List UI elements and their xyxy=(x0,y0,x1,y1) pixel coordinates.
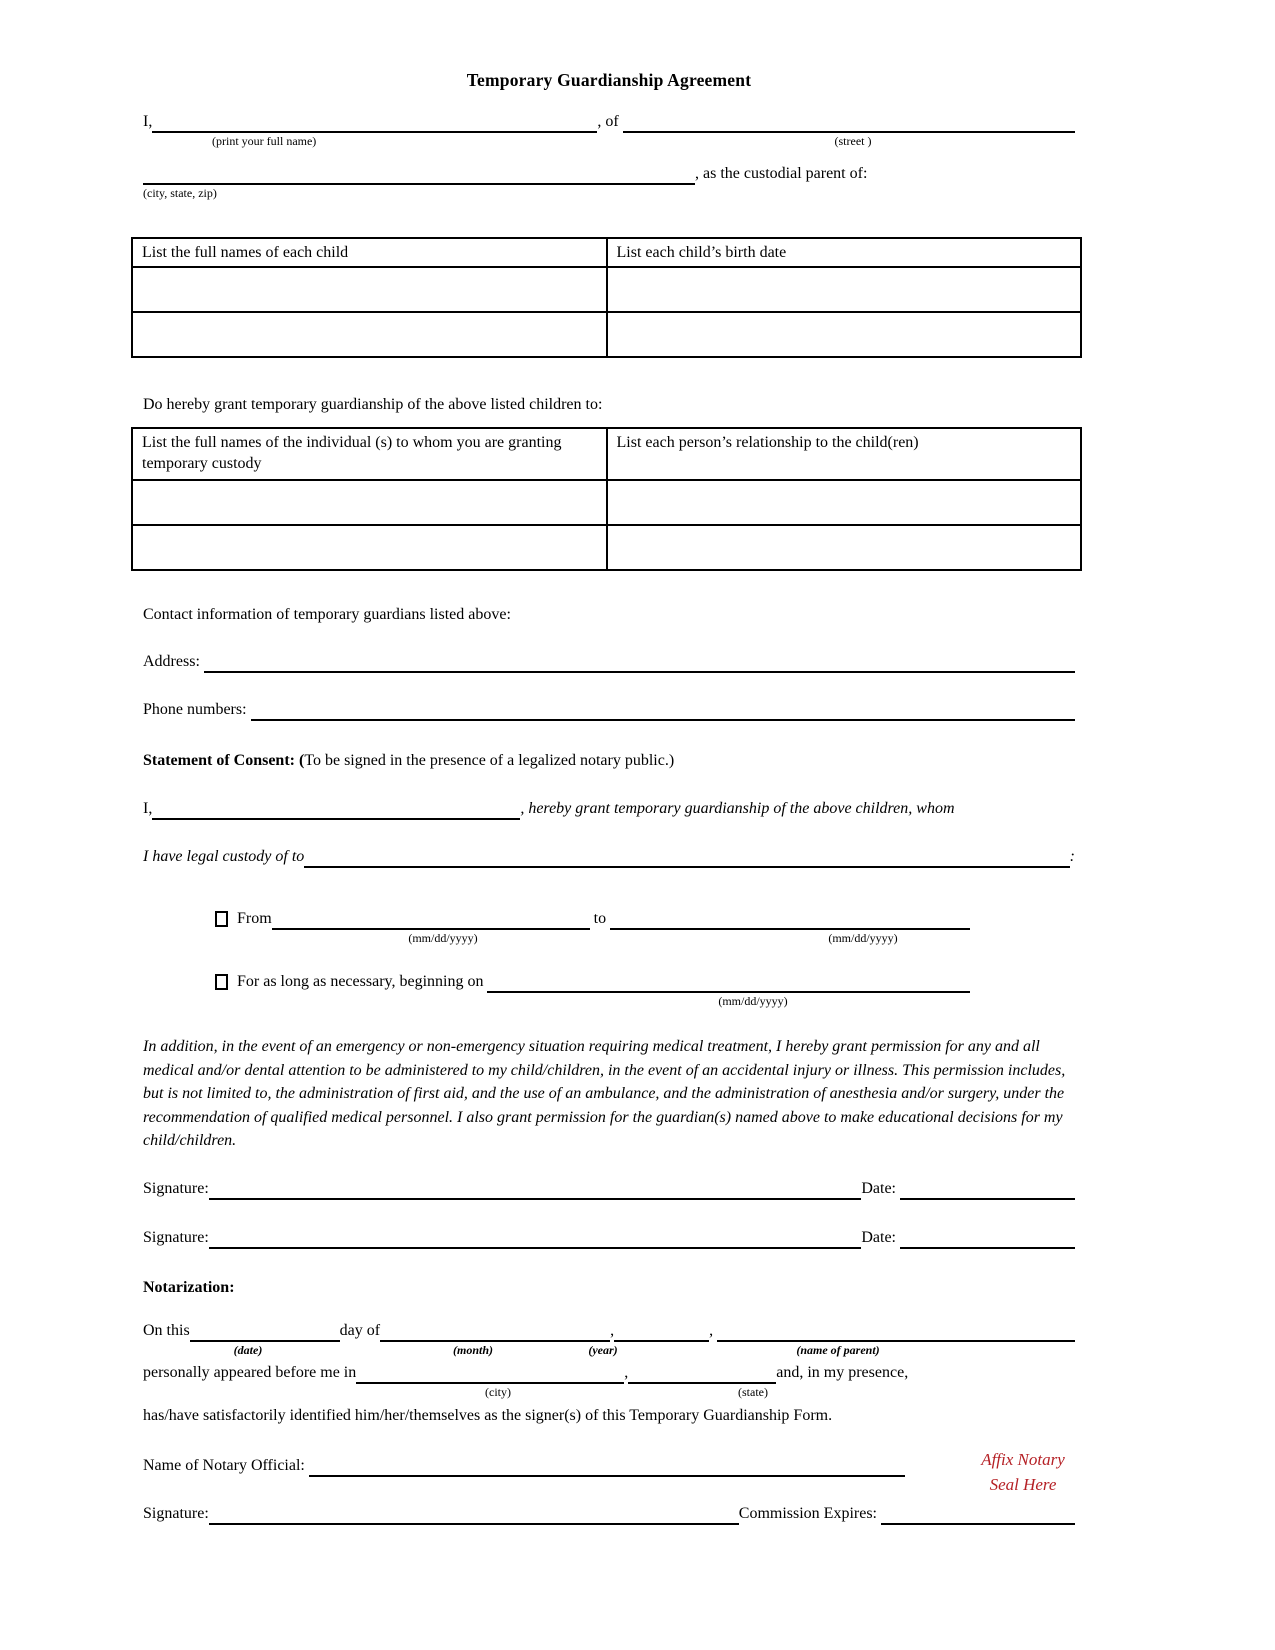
consent-name-blank[interactable] xyxy=(152,818,520,820)
affix-notary-line1: Affix Notary xyxy=(981,1450,1065,1469)
address-label: Address: xyxy=(143,653,204,670)
as-long-hints xyxy=(143,993,1075,1009)
table-row xyxy=(132,480,1081,525)
from-date-format-hint: (mm/dd/yyyy) xyxy=(408,931,478,945)
phone-blank[interactable] xyxy=(251,719,1075,721)
parent-name-line xyxy=(143,111,1075,133)
to-date-format-hint: (mm/dd/yyyy) xyxy=(828,931,898,945)
on-this-label: On this xyxy=(143,1321,190,1339)
from-to-checkbox[interactable] xyxy=(215,911,228,927)
commission-label: Commission Expires: xyxy=(738,1504,881,1522)
table-row xyxy=(132,267,1081,312)
children-table xyxy=(131,237,1082,358)
custody-text: I have legal custody of to xyxy=(143,848,305,865)
consent-i-label: I, xyxy=(143,800,153,817)
commission-expires-blank[interactable] xyxy=(881,1523,1075,1525)
child-name-cell[interactable] xyxy=(132,312,607,357)
from-to-hints xyxy=(143,930,1075,946)
comma: , xyxy=(624,1363,629,1381)
date-hint: (date) xyxy=(233,1342,263,1357)
signature-blank-2[interactable] xyxy=(209,1247,862,1249)
consent-name-line xyxy=(143,798,1075,820)
grant-statement: Do hereby grant temporary guardianship of the above listed children to: xyxy=(143,396,603,413)
appeared-label: personally appeared before me in xyxy=(143,1363,357,1381)
address-blank[interactable] xyxy=(204,671,1075,673)
custody-colon: : xyxy=(1069,848,1075,865)
signature-label: Signature: xyxy=(143,1228,209,1246)
as-long-checkbox[interactable] xyxy=(215,974,228,990)
i-label: I, xyxy=(143,113,153,130)
beginning-date-format-hint: (mm/dd/yyyy) xyxy=(718,994,788,1008)
on-this-line xyxy=(143,1320,1075,1342)
phone-label: Phone numbers: xyxy=(143,701,251,718)
guardians-table-col1-header: List the full names of the individual (s) to whom you are granting temporary custody xyxy=(132,428,607,480)
signature-label: Signature: xyxy=(143,1504,209,1522)
appeared-hints xyxy=(143,1384,1075,1400)
of-label: , of xyxy=(597,113,623,130)
as-long-line xyxy=(215,971,970,993)
city-hint: (city) xyxy=(485,1384,511,1399)
affix-notary-line2: Seal Here xyxy=(989,1475,1057,1494)
date-blank-1[interactable] xyxy=(900,1198,1075,1200)
notary-name-label: Name of Notary Official: xyxy=(143,1456,309,1474)
parent-name-hint: (name of parent) xyxy=(796,1342,880,1357)
consent-heading-rest: To be signed in the presence of a legalized notary public.) xyxy=(304,752,675,769)
guardians-table xyxy=(131,427,1082,571)
year-hint: (year) xyxy=(588,1342,618,1357)
parent-name-hints xyxy=(143,133,1075,149)
notary-signature-line xyxy=(143,1503,1075,1525)
month-hint: (month) xyxy=(452,1342,493,1357)
notarization-heading: Notarization: xyxy=(143,1278,235,1296)
contact-heading: Contact information of temporary guardians listed above: xyxy=(143,606,511,623)
affix-notary-seal-note xyxy=(948,1447,1098,1497)
guardian-name-cell[interactable] xyxy=(132,525,607,570)
guardians-table-col2-header: List each person’s relationship to the child(ren) xyxy=(607,428,1082,480)
child-birthdate-cell[interactable] xyxy=(607,312,1082,357)
city-hints xyxy=(143,185,1075,201)
table-row xyxy=(132,525,1081,570)
guardian-relationship-cell[interactable] xyxy=(607,525,1082,570)
custodial-label: , as the custodial parent of: xyxy=(695,165,868,182)
date-blank-2[interactable] xyxy=(900,1247,1075,1249)
phone-line xyxy=(143,699,1075,721)
consent-heading xyxy=(143,750,1075,772)
children-table-col2-header: List each child’s birth date xyxy=(607,238,1082,267)
city-state-zip-hint: (city, state, zip) xyxy=(143,186,217,200)
custody-guardians-blank[interactable] xyxy=(304,866,1069,868)
medical-permission-paragraph: In addition, in the event of an emergency or non-emergency situation requiring medical treatment, I hereby grant permission for any and all medical and/or dental attention to be administered to my child/children, in the event of an accidental injury or illness. This permission includes, but is not limited to, the administration of first aid, and the use of an ambulance, and the administration of anesthesia and/or surgery, under the recommendation of qualified medical personnel. I also grant permission for the guardian(s) named above to make educational decisions for my child/children. xyxy=(143,1038,1066,1149)
as-long-label: For as long as necessary, beginning on xyxy=(237,973,488,990)
address-line xyxy=(143,651,1075,673)
signature-line-2 xyxy=(143,1227,1075,1249)
notary-name-line xyxy=(143,1455,905,1477)
notary-signature-blank[interactable] xyxy=(209,1523,739,1525)
child-birthdate-cell[interactable] xyxy=(607,267,1082,312)
city-line xyxy=(143,163,1075,185)
custody-line xyxy=(143,846,1075,868)
consent-heading-bold: Statement of Consent: ( xyxy=(143,752,305,769)
child-name-cell[interactable] xyxy=(132,267,607,312)
from-to-line xyxy=(215,908,970,930)
identified-statement: has/have satisfactorily identified him/her/themselves as the signer(s) of this Temporary Guardianship Form. xyxy=(143,1406,833,1424)
date-label: Date: xyxy=(861,1179,900,1197)
date-label: Date: xyxy=(861,1228,900,1246)
guardian-name-cell[interactable] xyxy=(132,480,607,525)
notary-name-blank[interactable] xyxy=(309,1475,905,1477)
guardian-relationship-cell[interactable] xyxy=(607,480,1082,525)
signature-line-1 xyxy=(143,1178,1075,1200)
children-table-col1-header: List the full names of each child xyxy=(132,238,607,267)
on-this-hints xyxy=(143,1342,1075,1358)
to-label: to xyxy=(589,910,611,927)
state-hint: (state) xyxy=(738,1384,768,1399)
from-label: From xyxy=(237,910,272,927)
comma: , xyxy=(709,1321,718,1339)
consent-grant-text: , hereby grant temporary guardianship of the above children, whom xyxy=(520,800,955,817)
comma: , xyxy=(610,1321,615,1339)
street-hint: (street ) xyxy=(834,134,872,148)
appeared-line xyxy=(143,1362,1075,1384)
print-name-hint: (print your full name) xyxy=(212,134,317,148)
table-row xyxy=(132,312,1081,357)
day-of-label: day of xyxy=(339,1321,381,1339)
presence-label: and, in my presence, xyxy=(776,1363,909,1381)
page-title: Temporary Guardianship Agreement xyxy=(466,70,752,90)
signature-blank-1[interactable] xyxy=(209,1198,862,1200)
signature-label: Signature: xyxy=(143,1179,209,1197)
